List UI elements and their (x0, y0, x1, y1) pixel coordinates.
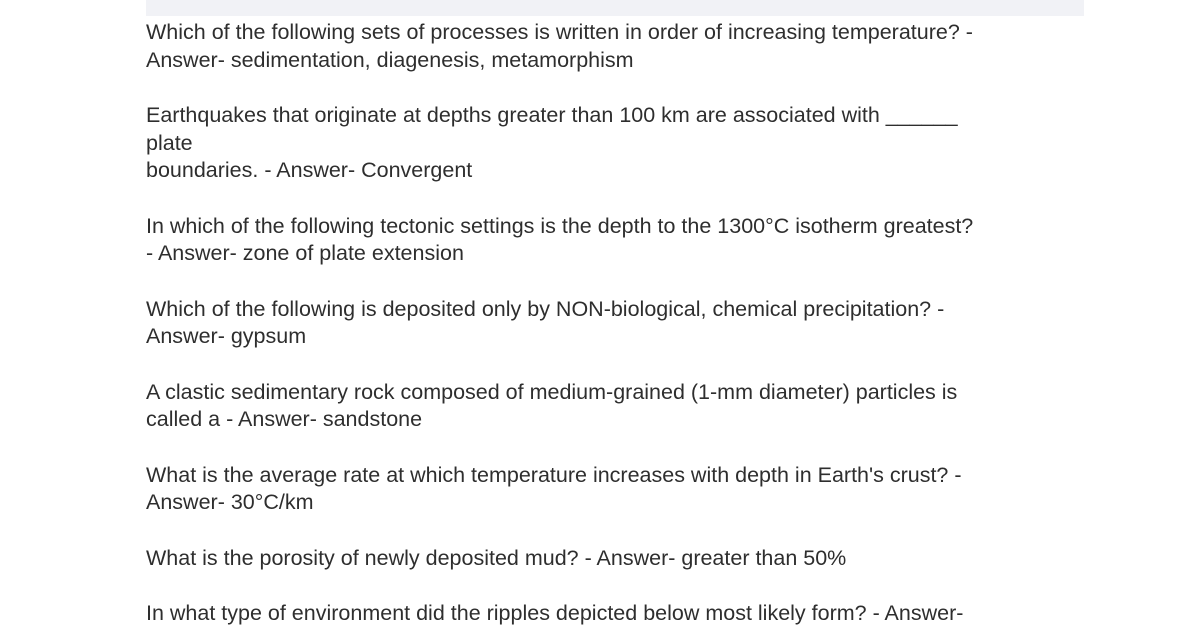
qa-text-line: What is the average rate at which temperature increases with depth in Earth's crust? - (146, 462, 962, 487)
qa-text-line: What is the porosity of newly deposited mud? - Answer- greater than 50% (146, 545, 847, 570)
qa-text-line: called a - Answer- sandstone (146, 407, 423, 431)
qa-item (146, 545, 1076, 573)
qa-text-line: plate (146, 130, 193, 155)
qa-text-line: Which of the following sets of processes is written in order of increasing temperature? - (146, 20, 973, 44)
qa-item (146, 379, 1076, 434)
qa-text-line: boundaries. - Answer- Convergent (146, 158, 473, 182)
qa-item (146, 213, 1076, 268)
qa-text-line: Earthquakes that originate at depths greater than 100 km are associated with ______ (146, 103, 958, 127)
document-body (146, 19, 1076, 628)
qa-item (146, 102, 1076, 185)
qa-text-line: In which of the following tectonic settings is the depth to the 1300°C isotherm greatest? (146, 213, 974, 238)
page-top-edge (146, 0, 1084, 16)
qa-text-line: In what type of environment did the ripples depicted below most likely form? - Answer- (146, 601, 964, 625)
qa-text-line: Which of the following is deposited only by NON-biological, chemical precipitation? - (146, 296, 945, 321)
qa-text-line: Answer- sedimentation, diagenesis, metamorphism (146, 47, 634, 72)
qa-text-line: Answer- 30°C/km (146, 490, 314, 514)
qa-item (146, 462, 1076, 517)
qa-item (146, 600, 1076, 628)
qa-item (146, 296, 1076, 351)
qa-text-line: A clastic sedimentary rock composed of medium-grained (1-mm diameter) particles is (146, 379, 958, 404)
qa-text-line: Answer- gypsum (146, 324, 307, 348)
qa-item (146, 19, 1076, 74)
qa-text-line: - Answer- zone of plate extension (146, 241, 464, 265)
